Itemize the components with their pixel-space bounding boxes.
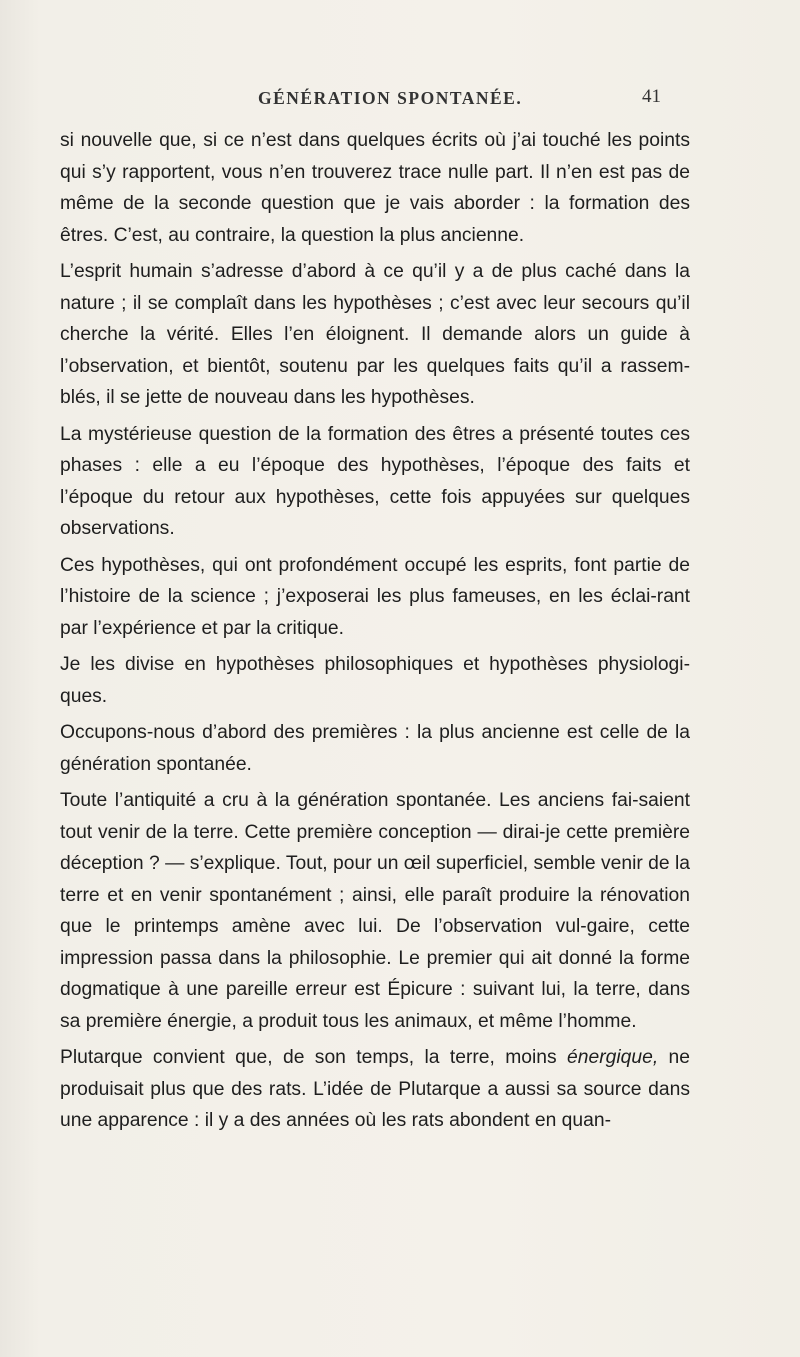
paragraph-8-emphasis: énergique, [567, 1047, 659, 1068]
paragraph-3: La mystérieuse question de la formation des êtres a présenté toutes ces phases : elle a eu l’époque des hypothèses, l’époque des faits et l’époque du retour aux hypothèses, cette fois appuyées sur quelques observations. [60, 423, 690, 539]
paragraph-8-start: Plutarque convient que, de son temps, la terre, moins [60, 1047, 568, 1068]
paragraph-2: L’esprit humain s’adresse d’abord à ce qu’il y a de plus caché dans la nature ; il se complaît dans les hypothèses ; c’est avec leur secours qu’il cherche la vérité. Elles l’en éloignent. Il demande alors un guide à l’observation, et bientôt, soutenu par les quelques faits qu’il a rassem-blés, il se jette de nouveau dans les hypothèses. [60, 261, 690, 408]
paragraph-1: si nouvelle que, si ce n’est dans quelques écrits où j’ai touché les points qui s’y rapportent, vous n’en trouverez trace nulle part. Il n’en est pas de même de la seconde question que je vais aborder : la formation des êtres. C’est, au contraire, la question la plus ancienne. [60, 130, 690, 246]
paragraph-8-end: ne produisait plus que des rats. L’idée de Plutarque a aussi sa source dans une apparence : il y a des années où les rats abondent en quan- [60, 1047, 690, 1131]
page-header [0, 88, 800, 114]
paragraph-8 [60, 1042, 690, 1137]
paragraph-7: Toute l’antiquité a cru à la génération spontanée. Les anciens fai-saient tout venir de la terre. Cette première conception — dirai-je cette première déception ? — s’explique. Tout, pour un œil superficiel, semble venir de la terre et en venir spontanément ; ainsi, elle paraît produire la rénovation que le printemps amène avec lui. De l’observation vul-gaire, cette impression passa dans la philosophie. Le premier qui ait donné la forme dogmatique à une pareille erreur est Épicure : suivant lui, la terre, dans sa première énergie, a produit tous les animaux, et même l’homme. [60, 790, 690, 1032]
body-text [60, 125, 690, 1142]
running-title: GÉNÉRATION SPONTANÉE. [258, 88, 523, 108]
page-number: 41 [642, 86, 661, 107]
paragraph-5: Je les divise en hypothèses philosophiques et hypothèses physiologi-ques. [60, 654, 690, 707]
paragraph-6: Occupons-nous d’abord des premières : la plus ancienne est celle de la génération spontanée. [60, 722, 690, 775]
paragraph-4: Ces hypothèses, qui ont profondément occupé les esprits, font partie de l’histoire de la science ; j’exposerai les plus fameuses, en les éclai-rant par l’expérience et par la critique. [60, 554, 690, 639]
